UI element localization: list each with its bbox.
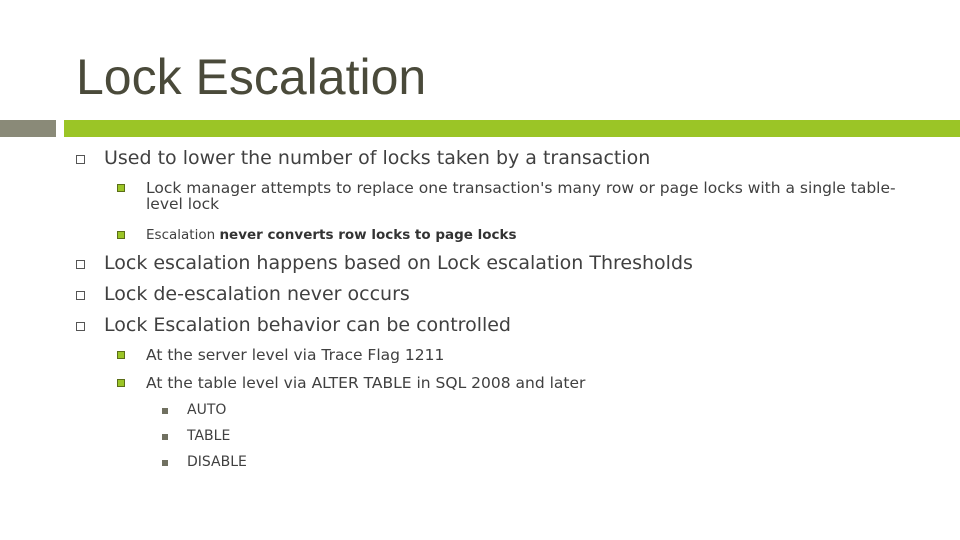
square-bullet-icon (76, 155, 85, 164)
sub-sub-bullet-text: AUTO (187, 402, 227, 418)
sub-bullet-item (117, 375, 585, 391)
sub-bullet-item (117, 347, 444, 363)
green-square-bullet-icon (117, 351, 125, 359)
sub-bullet-text: At the server level via Trace Flag 1211 (146, 346, 445, 364)
sub-bullet-text-bold: never converts row locks to page locks (219, 227, 517, 243)
sub-bullet-text: Lock manager attempts to replace one transaction's many row or page locks with a single table-level lock (146, 179, 896, 213)
bullet-text: Lock de-escalation never occurs (104, 283, 410, 305)
sub-bullet-item (117, 180, 897, 212)
bullet-item (76, 314, 511, 336)
gray-square-bullet-icon (162, 460, 168, 466)
square-bullet-icon (76, 260, 85, 269)
sub-bullet-text (146, 227, 517, 243)
bullet-item (76, 147, 650, 169)
gray-square-bullet-icon (162, 408, 168, 414)
sub-sub-bullet-item (162, 402, 226, 418)
bullet-text: Lock Escalation behavior can be controlled (104, 314, 511, 336)
square-bullet-icon (76, 291, 85, 300)
bullet-text: Used to lower the number of locks taken by a transaction (104, 147, 651, 169)
square-bullet-icon (76, 322, 85, 331)
green-square-bullet-icon (117, 184, 125, 192)
bullet-item (76, 252, 693, 274)
sub-sub-bullet-text: DISABLE (187, 454, 247, 470)
sub-sub-bullet-item (162, 428, 230, 444)
sub-bullet-text: At the table level via ALTER TABLE in SQL 2008 and later (146, 374, 586, 392)
slide-title: Lock Escalation (76, 49, 427, 105)
sub-bullet-text-prefix: Escalation (146, 227, 220, 243)
gray-square-bullet-icon (162, 434, 168, 440)
sub-sub-bullet-text: TABLE (187, 428, 231, 444)
bullet-text: Lock escalation happens based on Lock escalation Thresholds (104, 252, 693, 274)
sub-sub-bullet-item (162, 454, 247, 470)
sub-bullet-item (117, 227, 517, 243)
green-square-bullet-icon (117, 231, 125, 239)
bullet-item (76, 283, 410, 305)
green-square-bullet-icon (117, 379, 125, 387)
